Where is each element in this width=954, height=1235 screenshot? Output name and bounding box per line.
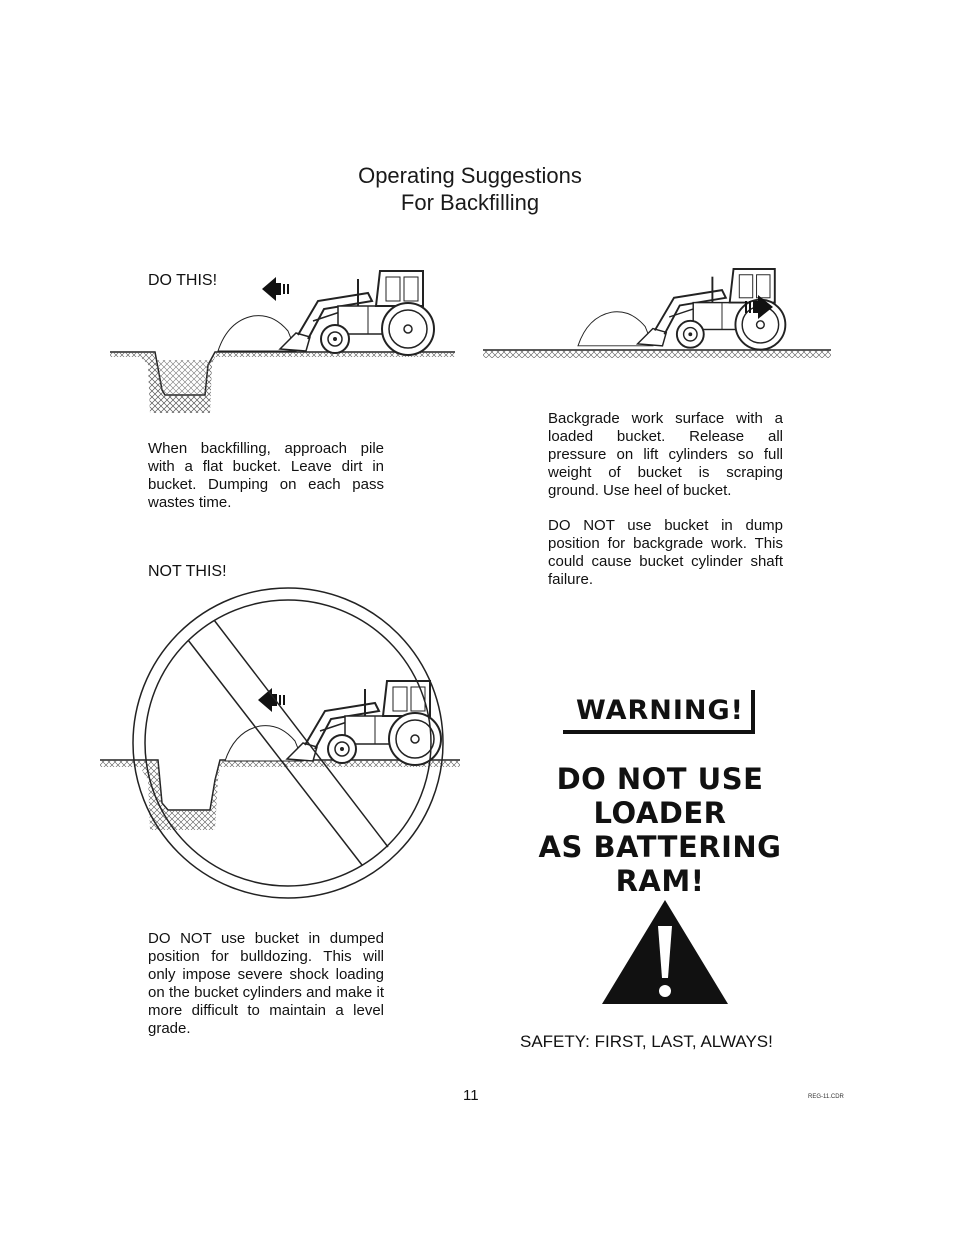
not-this-illustration [100,585,470,905]
title-line-2: For Backfilling [400,190,540,215]
warning-line-1: DO NOT USE LOADER [556,762,764,830]
do-this-label: DO THIS! [148,272,218,289]
direction-arrow-icon [262,277,289,301]
warning-badge: WARNING! [576,695,744,726]
backgrade-illustration [483,265,833,375]
warning-line-2: AS BATTERING RAM! [538,830,782,898]
file-reference: REG-11.CDR [808,1094,844,1100]
do-this-text: When backfilling, approach pile with a flat bucket. Leave dirt in bucket. Dumping on each pass wastes time. [148,440,384,511]
warning-message [490,762,830,898]
backgrade-text-2: DO NOT use bucket in dump position for backgrade work. This could cause bucket cylinder shaft failure. [548,517,783,588]
title-line-1: Operating Suggestions [358,163,582,188]
backgrade-text-1: Backgrade work surface with a loaded bucket. Release all pressure on lift cylinders so full weight of bucket is scraping ground. Use heel of bucket. [548,410,783,499]
page-number: 11 [463,1087,479,1104]
do-this-illustration [110,265,460,425]
tractor-icon [225,681,441,765]
hazard-triangle-icon [600,898,730,1008]
safety-slogan: SAFETY: FIRST, LAST, ALWAYS! [520,1032,773,1051]
tractor-icon [218,271,434,355]
page-title [300,162,640,216]
not-this-label: NOT THIS! [148,563,227,580]
not-this-text: DO NOT use bucket in dumped position for bulldozing. This will only impose severe shock loading on the bucket cylinders and make it more difficult to maintain a level grade. [148,930,384,1037]
